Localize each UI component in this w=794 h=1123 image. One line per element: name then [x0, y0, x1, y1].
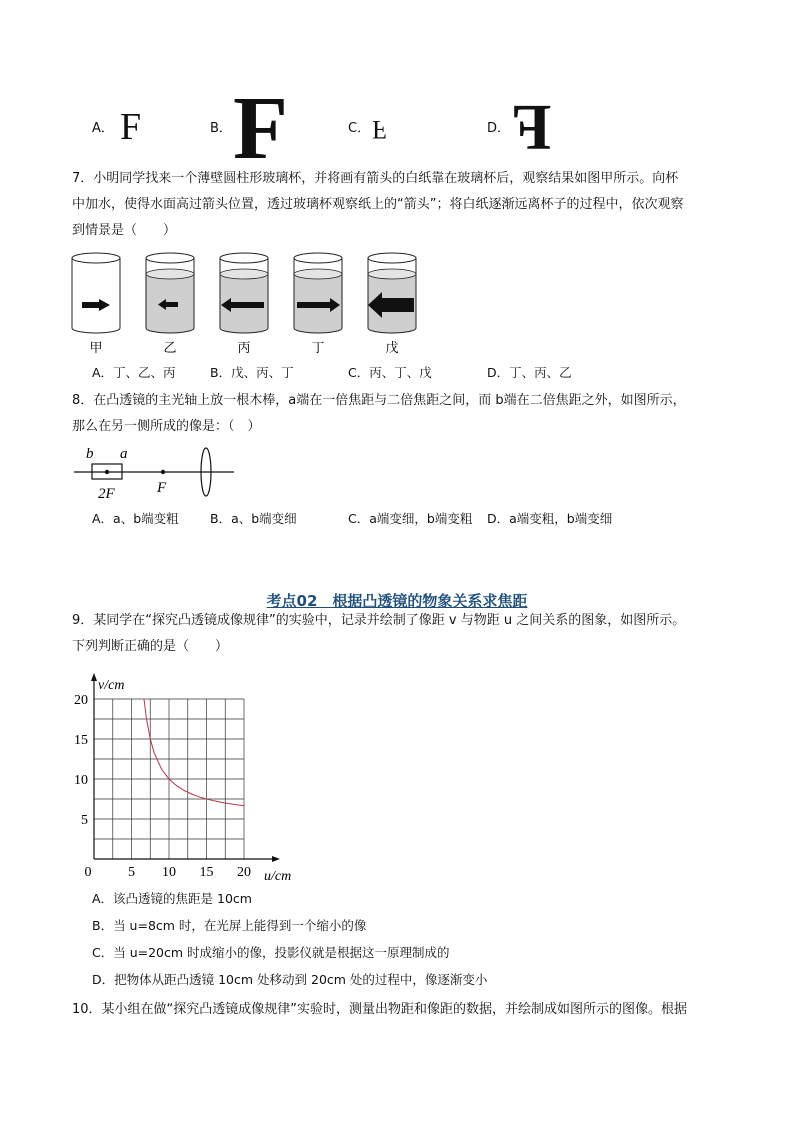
label-f: F — [157, 480, 167, 496]
cup-bing — [220, 253, 268, 333]
q6-option-d-glyph: F — [511, 91, 552, 164]
chart-y-axis-label: v/cm — [98, 678, 125, 693]
q9-option-a: A．该凸透镜的焦距是 10cm — [92, 891, 252, 906]
q7-line3: 到情景是（ ） — [72, 223, 177, 238]
cup-yi — [146, 253, 194, 333]
q9-option-d: D．把物体从距凸透镜 10cm 处移动到 20cm 处的过程中，像逐渐变小 — [92, 972, 488, 987]
y-tick-label: 15 — [74, 733, 88, 748]
cup-wu — [368, 253, 416, 333]
q6-option-b-label: B． — [210, 121, 232, 136]
q7-line2: 中加水，使得水面高过箭头位置，透过玻璃杯观察纸上的“箭头”；将白纸逐渐远离杯子的过程中，依次观察 — [72, 197, 684, 212]
q6-option-b-glyph: F — [233, 79, 288, 178]
label-2f: 2F — [98, 486, 115, 502]
label-a: a — [120, 446, 128, 462]
cup-label-yi: 乙 — [163, 340, 177, 355]
chart-axes — [91, 673, 280, 862]
q6-option-c-glyph: F — [372, 115, 387, 144]
section-title: 考点02 根据凸透镜的物象关系求焦距 — [266, 592, 528, 610]
chart-x-axis-label: u/cm — [264, 869, 292, 884]
point-f — [161, 470, 165, 474]
cup-label-wu: 戊 — [385, 340, 399, 355]
q6-option-a-glyph: F — [120, 106, 142, 148]
y-tick-label: 20 — [74, 693, 88, 708]
arrow-right-icon — [82, 299, 110, 311]
y-tick-label: 10 — [74, 773, 88, 788]
q8-line2: 那么在另一侧所成的像是：（ ） — [72, 419, 261, 434]
cup-label-bing: 丙 — [237, 340, 251, 355]
cup-jia — [72, 253, 120, 333]
q7-cups-figure — [64, 248, 434, 358]
cup-label-jia: 甲 — [89, 340, 103, 355]
q7-option-b: B．戊、丙、丁 — [210, 365, 294, 380]
q7-option-a: A．丁、乙、丙 — [92, 365, 176, 380]
q9-option-b: B．当 u=8cm 时，在光屏上能得到一个缩小的像 — [92, 918, 367, 933]
q8-option-b: B．a、b端变细 — [210, 511, 297, 526]
x-tick-label: 20 — [237, 865, 251, 880]
q8-lens-diagram — [70, 442, 240, 502]
series-line-vu — [144, 699, 244, 806]
point-2f — [105, 470, 109, 474]
q9-line2: 下列判断正确的是（ ） — [72, 639, 229, 654]
x-tick-label: 5 — [128, 865, 135, 880]
q9-line1: 9．某同学在“探究凸透镜成像规律”的实验中，记录并绘制了像距 v 与物距 u 之间关系的图象，如图所示。 — [72, 613, 686, 628]
x-tick-label: 0 — [84, 865, 92, 880]
x-axis-arrow-icon — [272, 856, 280, 862]
q8-option-c: C．a端变细，b端变粗 — [348, 511, 473, 526]
q7-option-d: D．丁、丙、乙 — [487, 365, 572, 380]
chart-tick-labels — [74, 693, 251, 880]
q8-option-d: D．a端变粗，b端变细 — [487, 511, 613, 526]
x-tick-label: 10 — [162, 865, 176, 880]
label-b: b — [86, 446, 94, 462]
q9-vu-chart — [60, 664, 310, 886]
y-axis-arrow-icon — [91, 673, 97, 681]
q8-line1: 8．在凸透镜的主光轴上放一根木棒，a端在一倍焦距与二倍焦距之间，而 b端在二倍焦距之外，如图所示， — [72, 393, 686, 408]
y-tick-label: 5 — [81, 813, 88, 828]
q8-option-a: A．a、b端变粗 — [92, 511, 179, 526]
q6-option-c-label: C． — [348, 121, 371, 136]
chart-series — [144, 699, 244, 806]
cup-ding — [294, 253, 342, 333]
q6-option-d-label: D． — [487, 121, 511, 136]
q10-line1: 10．某小组在做“探究凸透镜成像规律”实验时，测量出物距和像距的数据，并绘制成如图所示的图像。根据 — [72, 1002, 688, 1017]
x-tick-label: 15 — [199, 865, 214, 880]
q7-option-c: C．丙、丁、戊 — [348, 365, 432, 380]
cup-label-ding: 丁 — [311, 340, 325, 355]
q6-option-a-label: A． — [92, 121, 114, 136]
q7-line1: 7．小明同学找来一个薄壁圆柱形玻璃杯，并将画有箭头的白纸靠在玻璃杯后，观察结果如图甲所示。向杯 — [72, 171, 679, 186]
q9-option-c: C．当 u=20cm 时成缩小的像，投影仪就是根据这一原理制成的 — [92, 945, 450, 960]
